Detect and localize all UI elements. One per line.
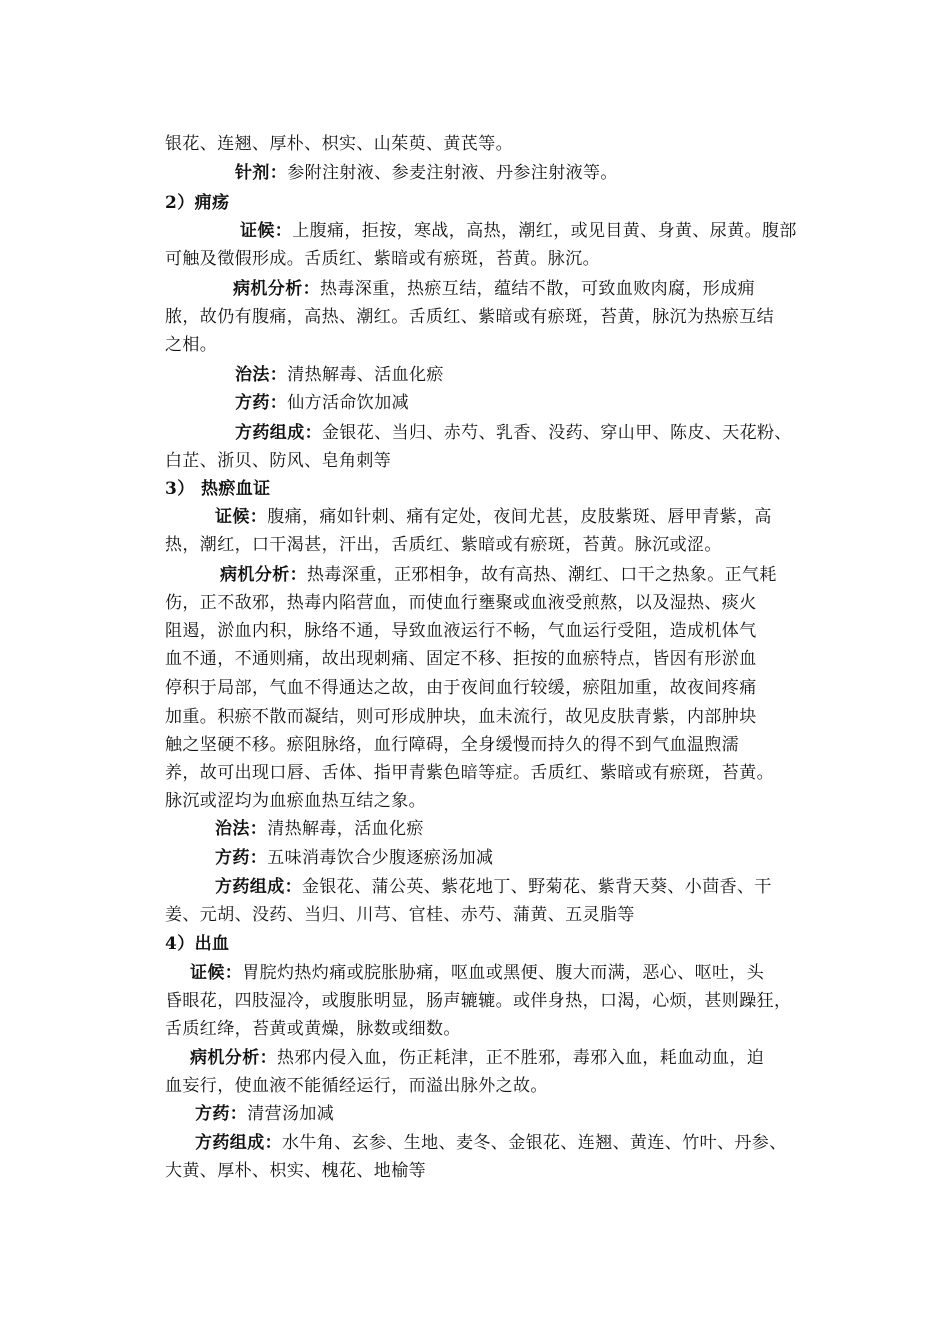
text-line: 加重。积瘀不散而凝结，则可形成肿块，血未流行，故见皮肤青紫，内部肿块 (165, 707, 757, 727)
text-line: 姜、元胡、没药、当归、川芎、官桂、赤芍、蒲黄、五灵脂等 (165, 905, 635, 925)
text-line: 证候：上腹痛，拒按，寒战，高热，潮红，或见目黄、身黄、尿黄。腹部 (240, 221, 797, 241)
field-label: 治法： (235, 365, 288, 385)
text-line: 热，潮红，口干渴甚，汗出，舌质红、紫暗或有瘀斑，苔黄。脉沉或涩。 (165, 535, 722, 555)
text-line: 方药：仙方活命饮加减 (235, 393, 410, 413)
section-heading: 2）痈疡 (165, 193, 230, 213)
text-line: 大黄、厚朴、枳实、槐花、地榆等 (165, 1161, 426, 1181)
text-line: 方药组成：金银花、当归、赤芍、乳香、没药、穿山甲、陈皮、天花粉、 (235, 423, 792, 443)
text-line: 方药：五味消毒饮合少腹逐瘀汤加减 (215, 848, 494, 868)
field-label: 方药： (235, 393, 288, 413)
text-line: 血妄行，使血液不能循经运行，而溢出脉外之故。 (165, 1076, 548, 1096)
text-line: 阻遏，淤血内积，脉络不通，导致血液运行不畅，气血运行受阻，造成机体气 (165, 621, 757, 641)
field-label: 证候： (240, 221, 293, 241)
text-line: 方药：清营汤加减 (195, 1104, 335, 1124)
field-label: 病机分析： (233, 279, 320, 299)
text-line: 停积于局部，气血不得通达之故，由于夜间血行较缓，瘀阻加重，故夜间疼痛 (165, 678, 757, 698)
text-line: 脉沉或涩均为血瘀血热互结之象。 (165, 791, 426, 811)
field-label: 方药组成： (195, 1133, 282, 1153)
field-label: 方药： (215, 848, 268, 868)
text-line: 病机分析：热毒深重，热瘀互结，蕴结不散，可致血败肉腐，形成痈 (233, 279, 755, 299)
text-line: 触之坚硬不移。瘀阻脉络，血行障碍，全身缓慢而持久的得不到气血温煦濡 (165, 735, 740, 755)
text-line: 证候：胃脘灼热灼痛或脘胀胁痛，呕血或黑便、腹大而满，恶心、呕吐，头 (190, 963, 765, 983)
text-line: 方药组成：金银花、蒲公英、紫花地丁、野菊花、紫背天葵、小茴香、干 (215, 877, 772, 897)
text-line: 养，故可出现口唇、舌体、指甲青紫色暗等症。舌质红、紫暗或有瘀斑，苔黄。 (165, 763, 774, 783)
text-line: 白芷、浙贝、防风、皂角刺等 (165, 451, 392, 471)
text-line: 伤，正不敌邪，热毒内陷营血，而使血行壅聚或血液受煎熬，以及湿热、痰火 (165, 593, 757, 613)
field-label: 证候： (215, 507, 268, 527)
text-line: 病机分析：热毒深重，正邪相争，故有高热、潮红、口干之热象。正气耗 (220, 565, 777, 585)
field-label: 病机分析： (190, 1048, 277, 1068)
text-line: 针剂：参附注射液、参麦注射液、丹参注射液等。 (235, 163, 618, 183)
text-line: 脓，故仍有腹痛，高热、潮红。舌质红、紫暗或有瘀斑，苔黄，脉沉为热瘀互结 (165, 307, 774, 327)
text-line: 银花、连翘、厚朴、枳实、山茱萸、黄芪等。 (165, 134, 513, 154)
field-label: 病机分析： (220, 565, 307, 585)
field-label: 证候： (190, 963, 243, 983)
text-line: 之相。 (165, 335, 218, 355)
field-label: 方药组成： (235, 423, 322, 443)
text-line: 昏眼花，四肢湿冷，或腹胀明显，肠声辘辘。或伴身热，口渴，心烦，甚则躁狂， (165, 991, 792, 1011)
text-line: 可触及徵假形成。舌质红、紫暗或有瘀斑，苔黄。脉沉。 (165, 249, 600, 269)
text-line: 治法：清热解毒、活血化瘀 (235, 365, 444, 385)
field-label: 针剂： (235, 163, 288, 183)
text-line: 舌质红绛，苔黄或黄燥，脉数或细数。 (165, 1019, 461, 1039)
text-line: 病机分析：热邪内侵入血，伤正耗津，正不胜邪，毒邪入血，耗血动血，迫 (190, 1048, 765, 1068)
text-line: 治法：清热解毒，活血化瘀 (215, 819, 424, 839)
field-label: 方药组成： (215, 877, 302, 897)
section-heading: 4）出血 (165, 934, 230, 954)
text-line: 方药组成：水牛角、玄参、生地、麦冬、金银花、连翘、黄连、竹叶、丹参、 (195, 1133, 787, 1153)
field-label: 治法： (215, 819, 268, 839)
text-line: 血不通，不通则痛，故出现刺痛、固定不移、拒按的血瘀特点，皆因有形淤血 (165, 649, 757, 669)
field-label: 方药： (195, 1104, 248, 1124)
text-line: 证候：腹痛，痛如针刺、痛有定处，夜间尤甚，皮肢紫斑、唇甲青紫，高 (215, 507, 772, 527)
section-heading: 3） 热瘀血证 (165, 479, 271, 499)
